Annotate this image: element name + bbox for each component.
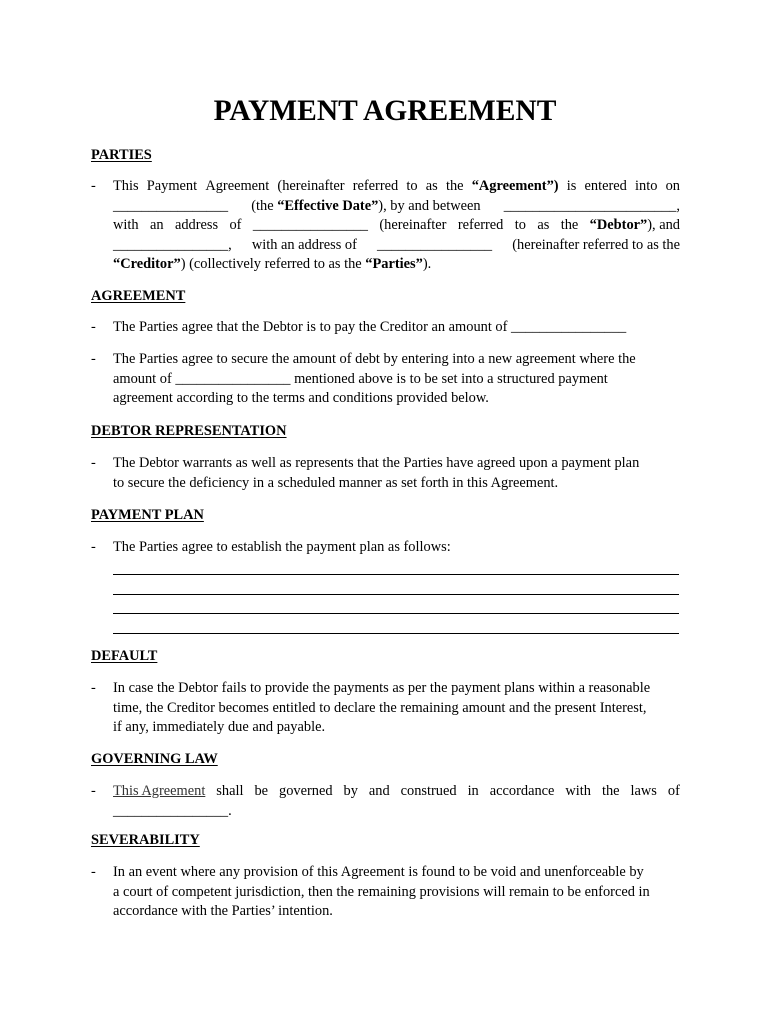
severability-clause: - In an event where any provision of this Agreement is found to be void and unenforceable by a court of competent jurisdiction, then the remaining provisions will remain to be enforced in accordance with the Parties’ intention. <box>91 864 650 919</box>
parties-line-4: ________________, with an address of ________________ (hereinafter referred to as the <box>113 236 680 253</box>
section-heading-governing-law: GOVERNING LAW <box>91 751 218 767</box>
bullet-dash: - <box>91 864 96 880</box>
parties-line-1: This Payment Agreement (hereinafter referred to as the “Agreement”) is entered into on <box>113 177 680 197</box>
section-heading-payment-plan: PAYMENT PLAN <box>91 507 204 523</box>
creditor-term: “Creditor” <box>113 256 181 272</box>
parties-term: “Parties” <box>365 256 423 272</box>
agreement-term: “Agreement”) <box>471 178 559 194</box>
payment-plan-blank-line <box>113 597 679 617</box>
default-clause: - In case the Debtor fails to provide the payments as per the payment plans within a reasonable time, the Creditor becomes entitled to declare the remaining amount and the present Interest, if any, immediately due and payable. <box>91 680 651 735</box>
agreement-clause-1: - The Parties agree that the Debtor is to pay the Creditor an amount of ________________ <box>91 318 680 338</box>
page-title: PAYMENT AGREEMENT <box>213 95 557 127</box>
bullet-dash: - <box>91 178 96 194</box>
section-heading-agreement: AGREEMENT <box>91 288 186 304</box>
payment-plan-blank-line <box>113 616 679 636</box>
parties-line-3: with an address of ________________ (hereinafter referred to as the “Debtor”), and <box>113 217 680 233</box>
parties-line-2: ________________ (the “Effective Date”), by and between ________________________, <box>113 197 680 214</box>
bullet-dash: - <box>91 783 96 799</box>
debtor-term: “Debtor” <box>589 217 648 233</box>
this-agreement-link[interactable]: This Agreement <box>113 783 206 799</box>
governing-law-clause: - This Agreement shall be governed by and construed in accordance with the laws of ________________. <box>91 783 680 819</box>
payment-plan-clause: - The Parties agree to establish the payment plan as follows: <box>91 538 680 636</box>
section-heading-debtor-representation: DEBTOR REPRESENTATION <box>91 423 287 439</box>
bullet-dash: - <box>91 680 96 696</box>
section-heading-severability: SEVERABILITY <box>91 832 200 848</box>
effective-date-term: “Effective Date” <box>277 197 379 214</box>
payment-plan-blank-line <box>113 558 679 578</box>
parties-line-5: “Creditor”) (collectively referred to as the “Parties”). <box>113 256 432 272</box>
section-heading-parties: PARTIES <box>91 147 152 163</box>
bullet-dash: - <box>91 539 96 555</box>
bullet-dash: - <box>91 319 96 335</box>
payment-plan-blank-line <box>113 577 679 597</box>
agreement-clause-2: - The Parties agree to secure the amount of debt by entering into a new agreement where the amount of ________________ mentioned above is to be set into a structured payment agreement according to the terms and conditions provided below. <box>91 351 636 406</box>
bullet-dash: - <box>91 455 96 471</box>
bullet-dash: - <box>91 351 96 367</box>
parties-clause <box>91 177 680 275</box>
debtor-representation-clause: - The Debtor warrants as well as represents that the Parties have agreed upon a payment plan to secure the deficiency in a scheduled manner as set forth in this Agreement. <box>91 455 640 491</box>
section-heading-default: DEFAULT <box>91 648 158 664</box>
governing-law-line-1: This Agreement shall be governed by and construed in accordance with the laws of <box>113 782 680 802</box>
